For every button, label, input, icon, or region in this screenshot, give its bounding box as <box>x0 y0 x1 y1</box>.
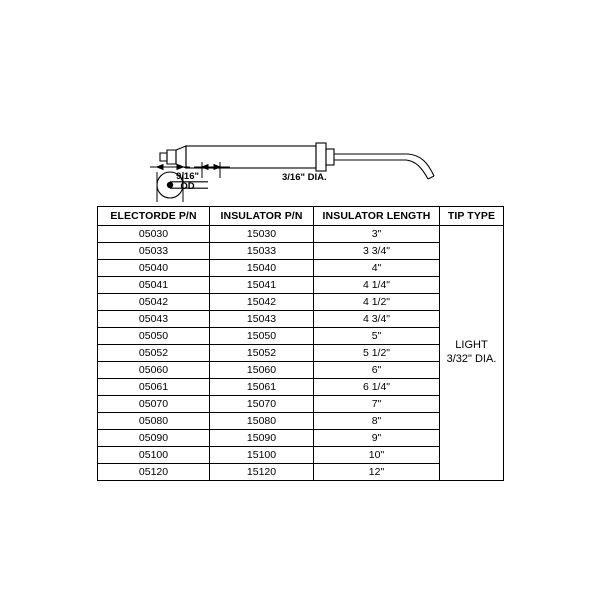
cell-insulator-length <box>314 277 440 294</box>
cell-insulator-length <box>314 345 440 362</box>
cell-electrode-pn <box>98 379 210 396</box>
cell-insulator-pn-value: 15100 <box>246 449 277 461</box>
ferrule-step-shape <box>326 149 334 165</box>
cell-insulator-pn-value: 15033 <box>246 245 277 257</box>
cell-insulator-pn-value: 15041 <box>246 279 277 291</box>
cell-insulator-length-value: 3 3/4" <box>362 245 391 257</box>
cell-electrode-pn <box>98 260 210 277</box>
cell-electrode-pn-value: 05120 <box>138 466 169 478</box>
cell-insulator-pn-value: 15042 <box>246 296 277 308</box>
cell-insulator-length-value: 6 1/4" <box>362 381 391 393</box>
cell-insulator-length <box>314 226 440 243</box>
header-insulator-length: INSULATOR LENGTH <box>314 207 440 226</box>
cell-insulator-pn <box>210 430 314 447</box>
cell-electrode-pn <box>98 243 210 260</box>
cell-insulator-pn-value: 15050 <box>246 330 277 342</box>
cell-tip-type <box>440 226 504 481</box>
od-arrow-left <box>157 165 163 170</box>
tip-type-line-1: LIGHT <box>455 339 488 352</box>
cell-insulator-length <box>314 260 440 277</box>
cell-insulator-length-value: 4 3/4" <box>362 313 391 325</box>
cell-electrode-pn-value: 05030 <box>138 228 169 240</box>
cell-insulator-length <box>314 311 440 328</box>
cell-insulator-length <box>314 362 440 379</box>
parts-table-wrapper <box>97 206 503 481</box>
cell-electrode-pn <box>98 447 210 464</box>
table-row <box>98 226 504 243</box>
cell-insulator-pn <box>210 311 314 328</box>
cell-insulator-length-value: 6" <box>371 364 382 376</box>
cell-insulator-pn-value: 15070 <box>246 398 277 410</box>
cell-electrode-pn-value: 05040 <box>138 262 169 274</box>
cell-insulator-length-value: 4 1/4" <box>362 279 391 291</box>
cell-electrode-pn <box>98 464 210 481</box>
cell-insulator-length <box>314 379 440 396</box>
cell-insulator-length-value: 10" <box>368 449 385 461</box>
od-arrow-right <box>177 165 183 170</box>
cell-insulator-length <box>314 243 440 260</box>
cell-insulator-pn <box>210 464 314 481</box>
dia-arrow-left <box>202 165 208 170</box>
cell-insulator-length-value: 7" <box>371 398 382 410</box>
parts-table-body <box>98 226 504 481</box>
cell-insulator-length <box>314 430 440 447</box>
cell-insulator-pn-value: 15080 <box>246 415 277 427</box>
cell-insulator-length <box>314 328 440 345</box>
dimension-od-value: 9/16" <box>176 171 199 182</box>
cell-insulator-pn <box>210 260 314 277</box>
cell-insulator-pn-value: 15060 <box>246 364 277 376</box>
electrode-tip-upper-bend <box>408 154 434 176</box>
cell-insulator-length-value: 8" <box>371 415 382 427</box>
electrode-tip-lower-bend <box>406 160 428 179</box>
cell-electrode-pn-value: 05043 <box>138 313 169 325</box>
terminal-body-shape <box>167 150 176 164</box>
cell-electrode-pn-value: 05080 <box>138 415 169 427</box>
cell-insulator-pn <box>210 294 314 311</box>
header-electrode-pn: ELECTORDE P/N <box>98 207 210 226</box>
dia-arrow-right <box>214 165 220 170</box>
tip-type-line-2: 3/32" DIA. <box>446 353 497 365</box>
cell-insulator-length <box>314 413 440 430</box>
cell-insulator-length-value: 3" <box>371 228 382 240</box>
cell-insulator-pn-value: 15030 <box>246 228 277 240</box>
cell-insulator-length-value: 9" <box>371 432 382 444</box>
cell-insulator-length-value: 5 1/2" <box>362 347 391 359</box>
cell-electrode-pn-value: 05100 <box>138 449 169 461</box>
cell-insulator-pn-value: 15120 <box>246 466 277 478</box>
cell-insulator-length <box>314 294 440 311</box>
insulator-barrel-shape <box>186 146 316 168</box>
cell-insulator-pn <box>210 447 314 464</box>
cell-insulator-length-value: 4" <box>371 262 382 274</box>
cell-insulator-length-value: 4 1/2" <box>362 296 391 308</box>
cell-insulator-pn-value: 15043 <box>246 313 277 325</box>
cell-insulator-pn <box>210 379 314 396</box>
electrode-tip-end-line <box>428 176 434 179</box>
cell-electrode-pn <box>98 328 210 345</box>
section-core-dot <box>167 182 173 188</box>
cell-insulator-pn <box>210 328 314 345</box>
cell-insulator-pn <box>210 277 314 294</box>
cell-insulator-pn-value: 15061 <box>246 381 277 393</box>
cell-insulator-length <box>314 464 440 481</box>
cell-insulator-pn-value: 15040 <box>246 262 277 274</box>
cell-electrode-pn-value: 05090 <box>138 432 169 444</box>
cell-electrode-pn <box>98 413 210 430</box>
cell-insulator-pn <box>210 226 314 243</box>
ferrule-shape <box>316 143 326 171</box>
cell-insulator-pn <box>210 243 314 260</box>
dia-dimension-lines <box>194 162 230 178</box>
cell-electrode-pn-value: 05050 <box>138 330 169 342</box>
cell-insulator-pn-value: 15052 <box>246 347 277 359</box>
cell-insulator-length <box>314 447 440 464</box>
table-header-row <box>98 207 504 226</box>
cell-electrode-pn <box>98 226 210 243</box>
electrode-drawing <box>90 110 510 205</box>
header-insulator-pn: INSULATOR P/N <box>210 207 314 226</box>
cell-insulator-length-value: 5" <box>371 330 382 342</box>
cell-electrode-pn <box>98 294 210 311</box>
header-tip-type: TIP TYPE <box>440 207 504 226</box>
cell-insulator-pn <box>210 396 314 413</box>
cell-insulator-pn-value: 15090 <box>246 432 277 444</box>
cell-electrode-pn-value: 05041 <box>138 279 169 291</box>
cell-electrode-pn <box>98 362 210 379</box>
cell-electrode-pn <box>98 396 210 413</box>
cell-electrode-pn-value: 05070 <box>138 398 169 410</box>
cell-insulator-pn <box>210 413 314 430</box>
dimension-od-unit: OD <box>180 180 195 192</box>
dimension-label-dia: 3/16" DIA. <box>282 172 327 183</box>
cell-insulator-pn <box>210 362 314 379</box>
cell-electrode-pn <box>98 430 210 447</box>
cell-electrode-pn-value: 05061 <box>138 381 169 393</box>
terminal-cap-shape <box>160 153 167 161</box>
cell-insulator-pn <box>210 345 314 362</box>
cell-electrode-pn-value: 05033 <box>138 245 169 257</box>
cell-electrode-pn <box>98 345 210 362</box>
cell-insulator-length-value: 12" <box>368 466 385 478</box>
cell-electrode-pn-value: 05052 <box>138 347 169 359</box>
cell-electrode-pn <box>98 311 210 328</box>
electrode-drawing-svg <box>90 110 510 205</box>
cell-electrode-pn-value: 05060 <box>138 364 169 376</box>
dimension-label-od <box>176 172 199 192</box>
cell-insulator-length <box>314 396 440 413</box>
cell-electrode-pn-value: 05042 <box>138 296 169 308</box>
parts-table <box>97 206 504 481</box>
cell-electrode-pn <box>98 277 210 294</box>
